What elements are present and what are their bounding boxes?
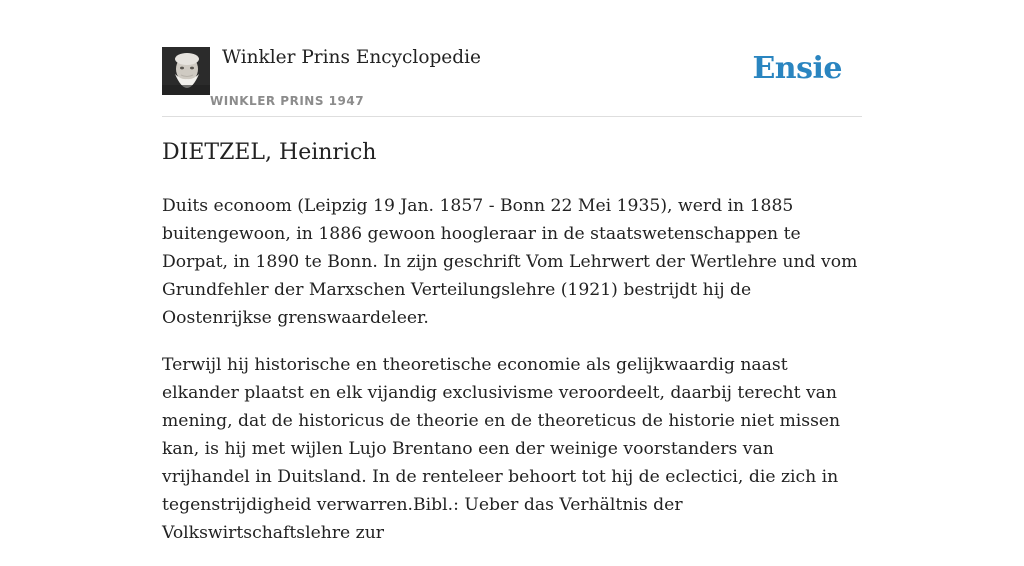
article-paragraph-1: Duits econoom (Leipzig 19 Jan. 1857 - Bonn 22 Mei 1935), werd in 1885 buitengewoon, in 1886 gewoon hoogleraar in de staatswetenschappen te Dorpat, in 1890 te Bonn. In zijn geschrift Vom Lehrwert der Wertlehre und vom Grundfehler der Marxschen Verteilungslehre (1921) bestrijdt hij de Oostenrijkse grenswaardeleer. [162,196,858,328]
bearded-man-portrait-icon [162,47,210,95]
article-body [162,192,862,566]
ensie-logo[interactable]: Ensie [752,51,842,86]
source-edition: WINKLER PRINS 1947 [210,94,365,108]
article-paragraph-2: Terwijl hij historische en theoretische economie als gelijkwaardig naast elkander plaatst en elk vijandig exclusivisme veroordeelt, daarbij terecht van mening, dat de historicus de theorie en de theoreticus de historie niet missen kan, is hij met wijlen Lujo Brentano een der weinige voorstanders van vrijhandel in Duitsland. In de renteleer behoort tot hij de eclectici, die zich in tegenstrijdigheid verwarren.Bibl.: Ueber das Verhältnis der Volkswirtschaftslehre zur [162,355,841,543]
source-header [162,46,862,117]
source-avatar[interactable] [162,47,210,95]
article-title: DIETZEL, Heinrich [162,140,377,165]
source-title[interactable]: Winkler Prins Encyclopedie [222,47,481,68]
